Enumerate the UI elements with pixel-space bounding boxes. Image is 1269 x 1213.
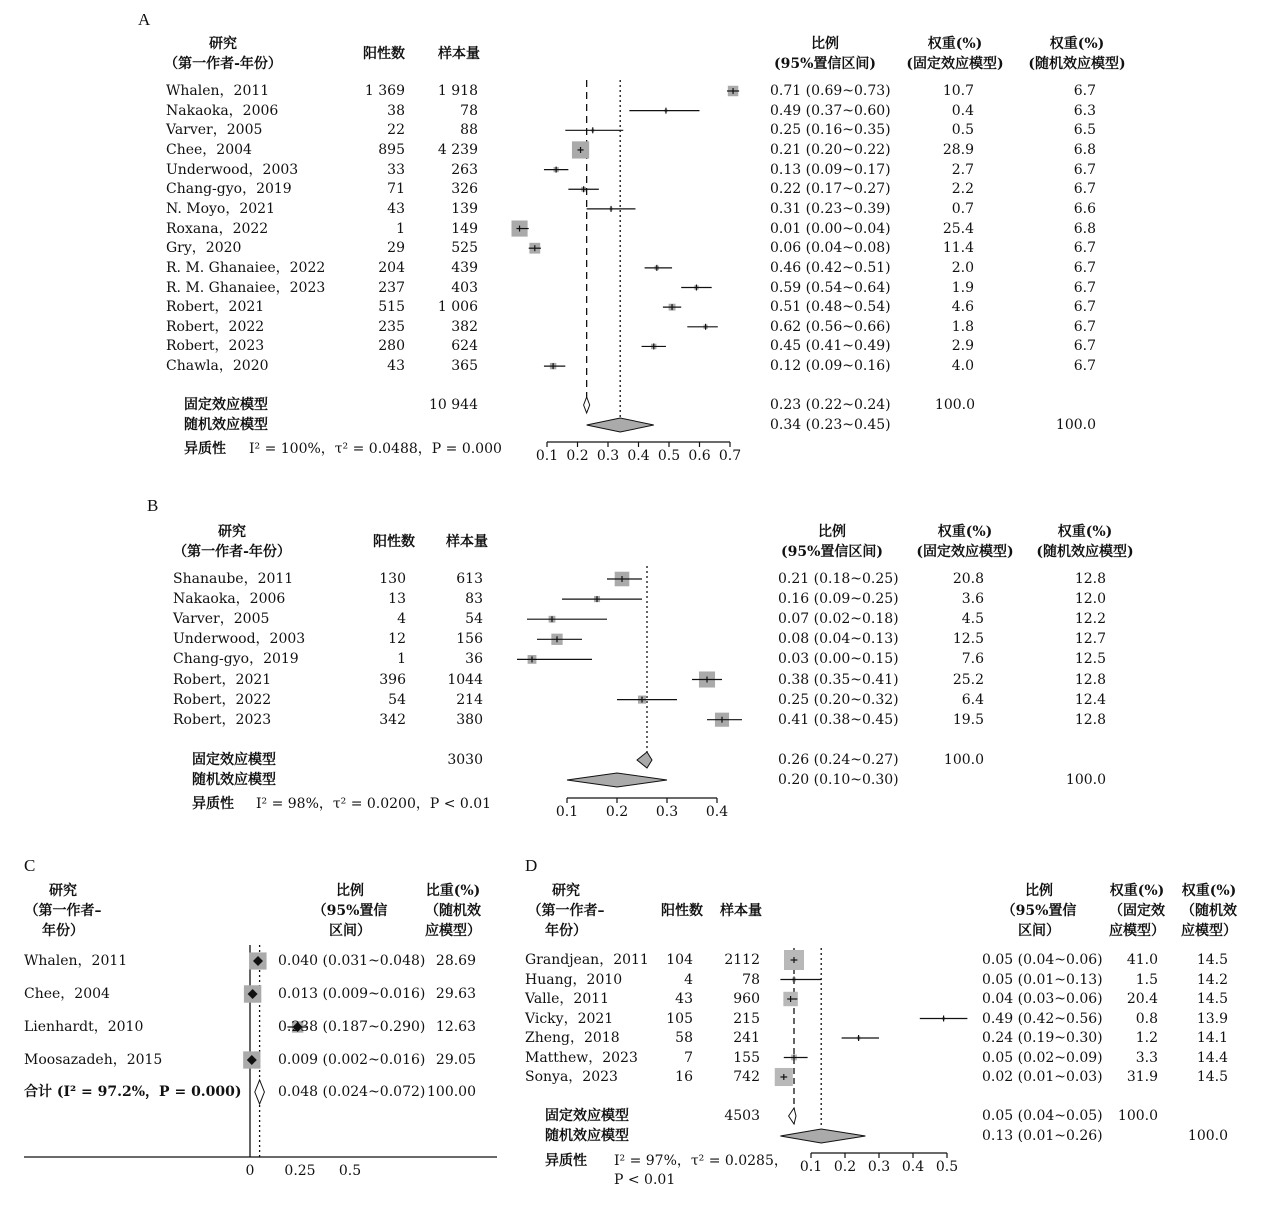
ratio-ci: 0.01 (0.00~0.04) xyxy=(770,220,891,237)
study-name: R. M. Ghanaiee，2023 xyxy=(166,279,326,296)
fixed-effect-label: 固定效应模型 xyxy=(545,1108,629,1124)
weight-random: 14.2 xyxy=(1196,971,1228,988)
weight-fixed: 0.4 xyxy=(951,102,974,119)
ratio-ci: 0.16 (0.09~0.25) xyxy=(778,591,899,608)
weight-fixed: 1.8 xyxy=(951,318,974,335)
ratio-ci: 0.31 (0.23~0.39) xyxy=(770,200,891,217)
x-axis-b-tick-label: 0.1 xyxy=(555,804,579,820)
sample-size: 742 xyxy=(733,1069,760,1085)
weight-fixed: 28.9 xyxy=(942,141,974,158)
positive-count: 104 xyxy=(666,952,693,968)
weight-random: 14.4 xyxy=(1196,1049,1228,1066)
heterogeneity-label: 异质性 xyxy=(184,441,226,457)
positive-count: 71 xyxy=(387,181,405,198)
x-axis-a-tick-label: 0.4 xyxy=(627,448,650,464)
header-sample: 样本量 xyxy=(446,534,488,550)
header-study-sub2: 年份） xyxy=(42,923,84,939)
x-axis-b-tick-label: 0.4 xyxy=(705,804,729,820)
sample-size: 326 xyxy=(451,181,478,198)
sample-size: 1044 xyxy=(447,671,483,688)
header-sample: 样本量 xyxy=(438,46,480,62)
weight-random: 6.7 xyxy=(1073,279,1096,296)
random-effect-diamond xyxy=(780,1129,865,1143)
weight-fixed: 41.0 xyxy=(1126,952,1158,968)
x-axis-b-tick-label: 0.3 xyxy=(655,804,679,820)
header-ratio-sub: （95%置信 xyxy=(312,903,388,919)
weight-fixed: 2.2 xyxy=(951,181,974,198)
weight-fixed: 10.7 xyxy=(942,83,974,99)
random-weight: 100.0 xyxy=(1065,772,1106,788)
fixed-total-sample: 3030 xyxy=(447,752,483,768)
positive-count: 13 xyxy=(388,591,406,608)
random-effect-diamond xyxy=(587,418,654,432)
ratio-ci: 0.38 (0.35~0.41) xyxy=(778,671,899,688)
weight-random: 28.69 xyxy=(435,953,476,969)
positive-count: 58 xyxy=(675,1030,693,1046)
sample-size: 624 xyxy=(451,338,478,355)
ratio-ci: 0.25 (0.16~0.35) xyxy=(770,122,891,139)
fixed-ratio-ci: 0.26 (0.24~0.27) xyxy=(778,752,899,768)
weight-fixed: 4.0 xyxy=(951,358,974,375)
total-ratio-ci: 0.048 (0.024~0.072) xyxy=(278,1084,426,1100)
fixed-ratio-ci: 0.05 (0.04~0.05) xyxy=(982,1108,1103,1124)
study-name: Robert，2022 xyxy=(173,691,272,708)
study-name: Whalen，2011 xyxy=(24,953,128,969)
positive-count: 895 xyxy=(378,141,405,158)
ratio-ci: 0.07 (0.02~0.18) xyxy=(778,611,899,628)
study-name: Chee，2004 xyxy=(24,986,110,1002)
x-axis-a-tick-label: 0.3 xyxy=(596,448,620,464)
weight-fixed: 2.9 xyxy=(951,338,974,355)
weight-fixed: 3.6 xyxy=(961,591,984,608)
weight-fixed: 0.7 xyxy=(951,200,974,217)
study-name: Varver，2005 xyxy=(173,611,270,628)
ratio-ci: 0.009 (0.002~0.016) xyxy=(278,1052,426,1068)
study-name: Valle，2011 xyxy=(525,991,610,1007)
weight-random: 29.05 xyxy=(435,1052,476,1068)
weight-random: 6.5 xyxy=(1073,122,1096,139)
fixed-effect-diamond xyxy=(637,752,652,768)
x-axis-a-tick-label: 0.1 xyxy=(535,448,559,464)
study-name: Nakaoka，2006 xyxy=(166,102,279,119)
sample-size: 365 xyxy=(451,358,478,375)
header-weight-fixed: 权重(%) xyxy=(1109,883,1165,899)
fixed-weight: 100.0 xyxy=(934,397,975,413)
weight-random: 6.8 xyxy=(1073,141,1096,158)
header-ratio: 比例 xyxy=(336,883,364,899)
study-name: Roxana，2022 xyxy=(166,220,269,237)
header-ratio-sub2: 区间） xyxy=(329,923,371,939)
study-name: Robert，2021 xyxy=(166,299,265,316)
fixed-effect-diamond xyxy=(789,1108,796,1124)
weight-fixed: 1.9 xyxy=(951,279,974,296)
panel-label-c: C xyxy=(24,856,36,875)
sample-size: 215 xyxy=(733,1010,760,1027)
study-name: Sonya，2023 xyxy=(525,1069,618,1085)
header-study: 研究 xyxy=(218,524,246,540)
header-positive: 阳性数 xyxy=(661,903,703,919)
positive-count: 4 xyxy=(684,971,693,988)
weight-fixed: 19.5 xyxy=(952,711,984,728)
header-weight-random-sub: (随机效应模型) xyxy=(1028,56,1126,72)
header-ratio-sub2: 区间） xyxy=(1018,923,1060,939)
header-weight-fixed-sub: （固定效 xyxy=(1109,903,1165,919)
positive-count: 105 xyxy=(666,1010,693,1027)
sample-size: 88 xyxy=(460,122,478,139)
weight-random: 6.7 xyxy=(1073,299,1096,316)
header-sample: 样本量 xyxy=(720,903,762,919)
random-weight: 100.0 xyxy=(1187,1128,1228,1144)
weight-random: 29.63 xyxy=(435,986,476,1002)
weight-random: 14.5 xyxy=(1196,952,1228,968)
panel-label-d: D xyxy=(525,856,538,875)
x-axis-c-tick-label: 0 xyxy=(245,1163,255,1179)
random-effect-label: 随机效应模型 xyxy=(184,417,268,433)
positive-count: 130 xyxy=(379,571,406,587)
header-study-sub: （第一作者– xyxy=(24,903,102,919)
heterogeneity-label: 异质性 xyxy=(545,1153,587,1169)
x-axis-d-tick-label: 0.5 xyxy=(935,1159,959,1175)
fixed-effect-diamond xyxy=(584,397,590,413)
positive-count: 204 xyxy=(378,259,405,276)
study-name: Huang，2010 xyxy=(525,971,623,988)
header-weight-random-sub: （随机效 xyxy=(1181,903,1237,919)
ratio-ci: 0.04 (0.03~0.06) xyxy=(982,991,1103,1007)
fixed-ratio-ci: 0.23 (0.22~0.24) xyxy=(770,397,891,413)
weight-random: 6.7 xyxy=(1073,161,1096,178)
weight-fixed: 20.8 xyxy=(952,571,984,587)
header-positive: 阳性数 xyxy=(373,534,415,550)
study-name: Whalen，2011 xyxy=(166,83,270,99)
ratio-ci: 0.51 (0.48~0.54) xyxy=(770,299,891,316)
fixed-total-sample: 10 944 xyxy=(429,397,478,413)
heterogeneity-stats-p: P < 0.01 xyxy=(614,1172,676,1188)
random-weight: 100.0 xyxy=(1055,417,1096,433)
random-ratio-ci: 0.13 (0.01~0.26) xyxy=(982,1128,1103,1144)
ratio-ci: 0.25 (0.20~0.32) xyxy=(778,691,899,708)
heterogeneity-label: 异质性 xyxy=(192,796,234,812)
header-weight-random-sub2: 应模型） xyxy=(1181,923,1237,939)
sample-size: 525 xyxy=(451,240,478,257)
study-name: Varver，2005 xyxy=(166,122,263,139)
study-name: Robert，2023 xyxy=(166,338,265,355)
study-name: Chee，2004 xyxy=(166,141,252,158)
ratio-ci: 0.49 (0.42~0.56) xyxy=(982,1010,1103,1027)
header-study-sub: （第一作者-年份） xyxy=(173,544,291,560)
study-name: N. Moyo，2021 xyxy=(166,200,275,217)
study-name: Grandjean，2011 xyxy=(525,952,649,968)
weight-random: 12.63 xyxy=(435,1019,476,1035)
sample-size: 439 xyxy=(451,259,478,276)
study-name: R. M. Ghanaiee，2022 xyxy=(166,259,326,276)
positive-count: 16 xyxy=(675,1069,693,1085)
weight-random: 12.2 xyxy=(1074,611,1106,628)
positive-count: 43 xyxy=(387,358,405,375)
ratio-ci: 0.13 (0.09~0.17) xyxy=(770,161,891,178)
ratio-ci: 0.05 (0.02~0.09) xyxy=(982,1049,1103,1066)
sample-size: 78 xyxy=(742,971,760,988)
weight-random: 14.5 xyxy=(1196,1069,1228,1085)
weight-random: 6.8 xyxy=(1073,220,1096,237)
weight-random: 12.7 xyxy=(1074,631,1106,648)
weight-fixed: 6.4 xyxy=(961,691,984,708)
study-name: Underwood，2003 xyxy=(166,161,299,178)
weight-random: 6.7 xyxy=(1073,338,1096,355)
study-name: Robert，2021 xyxy=(173,671,272,688)
weight-fixed: 2.0 xyxy=(951,259,974,276)
positive-count: 38 xyxy=(387,102,405,119)
weight-random: 12.4 xyxy=(1074,691,1106,708)
weight-fixed: 31.9 xyxy=(1126,1069,1158,1085)
x-axis-a-tick-label: 0.5 xyxy=(657,448,681,464)
weight-random: 12.8 xyxy=(1074,671,1106,688)
header-study: 研究 xyxy=(49,883,77,899)
weight-random: 12.8 xyxy=(1074,711,1106,728)
weight-random: 12.8 xyxy=(1074,571,1106,587)
x-axis-d-tick-label: 0.2 xyxy=(833,1159,857,1175)
sample-size: 156 xyxy=(456,631,483,648)
header-weight: 比重(%) xyxy=(425,883,481,899)
weight-fixed: 25.2 xyxy=(952,671,984,688)
weight-fixed: 1.2 xyxy=(1135,1030,1158,1046)
weight-fixed: 1.5 xyxy=(1135,971,1158,988)
heterogeneity-stats: I² = 100%，τ² = 0.0488，P = 0.000 xyxy=(249,441,502,457)
weight-fixed: 4.5 xyxy=(961,611,984,628)
header-weight-random: 权重(%) xyxy=(1049,36,1105,52)
ratio-ci: 0.03 (0.00~0.15) xyxy=(778,651,899,668)
sample-size: 149 xyxy=(451,220,478,237)
sample-size: 139 xyxy=(451,200,478,217)
ratio-ci: 0.21 (0.20~0.22) xyxy=(770,141,891,158)
random-ratio-ci: 0.20 (0.10~0.30) xyxy=(778,772,899,788)
study-name: Underwood，2003 xyxy=(173,631,306,648)
positive-count: 22 xyxy=(387,122,405,139)
header-weight-fixed-sub: (固定效应模型) xyxy=(916,544,1014,560)
positive-count: 1 xyxy=(396,220,405,237)
sample-size: 78 xyxy=(460,102,478,119)
ratio-ci: 0.05 (0.01~0.13) xyxy=(982,971,1103,988)
random-ratio-ci: 0.34 (0.23~0.45) xyxy=(770,417,891,433)
study-name: Vicky，2021 xyxy=(525,1010,614,1027)
positive-count: 7 xyxy=(684,1049,693,1066)
study-name: Chang-gyo，2019 xyxy=(166,181,292,198)
panel-label-b: B xyxy=(147,496,159,515)
header-ratio: 比例 xyxy=(818,524,846,540)
weight-random: 6.6 xyxy=(1073,200,1096,217)
header-weight-fixed: 权重(%) xyxy=(937,524,993,540)
total-label: 合计 (I² = 97.2%，P = 0.000) xyxy=(24,1084,242,1100)
sample-size: 263 xyxy=(451,161,478,178)
weight-fixed: 0.5 xyxy=(951,122,974,139)
header-ratio-sub: (95%置信区间) xyxy=(780,544,884,560)
weight-fixed: 0.8 xyxy=(1135,1010,1158,1027)
positive-count: 280 xyxy=(378,338,405,355)
ratio-ci: 0.21 (0.18~0.25) xyxy=(778,571,899,587)
header-ratio-sub: (95%置信区间) xyxy=(773,56,877,72)
x-axis-d-tick-label: 0.1 xyxy=(799,1159,823,1175)
header-study-sub2: 年份） xyxy=(545,923,587,939)
sample-size: 214 xyxy=(456,691,483,708)
x-axis-c-tick-label: 0.5 xyxy=(338,1163,362,1179)
sample-size: 83 xyxy=(465,591,483,608)
panel-label-a: A xyxy=(138,10,151,29)
ratio-ci: 0.45 (0.41~0.49) xyxy=(770,338,891,355)
header-study: 研究 xyxy=(209,36,237,52)
sample-size: 380 xyxy=(456,711,483,728)
header-ratio: 比例 xyxy=(811,36,839,52)
ratio-ci: 0.49 (0.37~0.60) xyxy=(770,102,891,119)
header-study-sub: （第一作者-年份） xyxy=(164,56,282,72)
heterogeneity-stats: I² = 98%，τ² = 0.0200，P < 0.01 xyxy=(256,796,492,812)
study-name: Lienhardt，2010 xyxy=(24,1019,144,1035)
ratio-ci: 0.08 (0.04~0.13) xyxy=(778,631,899,648)
ratio-ci: 0.238 (0.187~0.290) xyxy=(278,1019,426,1035)
positive-count: 1 xyxy=(397,651,406,668)
positive-count: 237 xyxy=(378,279,405,296)
weight-fixed: 12.5 xyxy=(952,631,984,648)
header-weight-random: 权重(%) xyxy=(1057,524,1113,540)
header-study-sub: （第一作者– xyxy=(527,903,605,919)
ratio-ci: 0.71 (0.69~0.73) xyxy=(770,83,891,99)
header-weight-random-sub: (随机效应模型) xyxy=(1036,544,1134,560)
weight-random: 14.1 xyxy=(1196,1030,1228,1046)
sample-size: 2112 xyxy=(724,952,760,968)
positive-count: 54 xyxy=(388,691,406,708)
positive-count: 235 xyxy=(378,318,405,335)
header-weight-fixed: 权重(%) xyxy=(927,36,983,52)
header-weight-random: 权重(%) xyxy=(1181,883,1237,899)
weight-random: 13.9 xyxy=(1196,1010,1228,1027)
x-axis-a-tick-label: 0.7 xyxy=(718,448,742,464)
random-effect-diamond xyxy=(567,773,667,787)
header-positive: 阳性数 xyxy=(363,46,405,62)
study-name: Shanaube，2011 xyxy=(173,571,294,587)
x-axis-a-tick-label: 0.6 xyxy=(688,448,711,464)
weight-random: 6.7 xyxy=(1073,318,1096,335)
weight-random: 14.5 xyxy=(1196,991,1228,1007)
header-ratio-sub: （95%置信 xyxy=(1001,903,1077,919)
weight-random: 12.0 xyxy=(1074,591,1106,608)
ratio-ci: 0.62 (0.56~0.66) xyxy=(770,318,891,335)
ratio-ci: 0.013 (0.009~0.016) xyxy=(278,986,426,1002)
positive-count: 33 xyxy=(387,161,405,178)
study-name: Zheng，2018 xyxy=(525,1030,620,1046)
heterogeneity-stats: I² = 97%，τ² = 0.0285， xyxy=(614,1153,788,1169)
ratio-ci: 0.12 (0.09~0.16) xyxy=(770,358,891,375)
positive-count: 43 xyxy=(675,991,693,1007)
random-effect-label: 随机效应模型 xyxy=(545,1128,629,1144)
header-weight-fixed-sub2: 应模型） xyxy=(1109,923,1165,939)
ratio-ci: 0.05 (0.04~0.06) xyxy=(982,952,1103,968)
sample-size: 613 xyxy=(456,571,483,587)
x-axis-c-tick-label: 0.25 xyxy=(284,1163,316,1179)
weight-random: 6.7 xyxy=(1073,83,1096,99)
positive-count: 29 xyxy=(387,240,405,257)
fixed-effect-label: 固定效应模型 xyxy=(192,752,276,768)
positive-count: 43 xyxy=(387,200,405,217)
positive-count: 4 xyxy=(397,611,406,628)
fixed-effect-label: 固定效应模型 xyxy=(184,397,268,413)
weight-fixed: 20.4 xyxy=(1126,991,1158,1007)
study-name: Chawla，2020 xyxy=(166,358,269,375)
ratio-ci: 0.02 (0.01~0.03) xyxy=(982,1069,1103,1085)
weight-fixed: 3.3 xyxy=(1135,1049,1158,1066)
sample-size: 54 xyxy=(465,611,483,628)
weight-random: 12.5 xyxy=(1074,651,1106,668)
study-name: Moosazadeh，2015 xyxy=(24,1052,163,1068)
study-name: Matthew，2023 xyxy=(525,1049,638,1066)
fixed-weight: 100.0 xyxy=(943,752,984,768)
weight-fixed: 4.6 xyxy=(951,299,974,316)
header-weight-sub2: 应模型） xyxy=(425,923,481,939)
sample-size: 403 xyxy=(451,279,478,296)
ratio-ci: 0.22 (0.17~0.27) xyxy=(770,181,891,198)
ratio-ci: 0.59 (0.54~0.64) xyxy=(770,279,891,296)
sample-size: 1 918 xyxy=(437,83,478,99)
positive-count: 515 xyxy=(378,299,405,316)
x-axis-a-tick-label: 0.2 xyxy=(566,448,589,464)
weight-fixed: 7.6 xyxy=(961,651,984,668)
weight-random: 6.7 xyxy=(1073,240,1096,257)
weight-random: 6.7 xyxy=(1073,181,1096,198)
study-name: Robert，2022 xyxy=(166,318,265,335)
ratio-ci: 0.41 (0.38~0.45) xyxy=(778,711,899,728)
weight-random: 6.7 xyxy=(1073,358,1096,375)
sample-size: 1 006 xyxy=(437,299,478,316)
fixed-weight: 100.0 xyxy=(1117,1108,1158,1124)
x-axis-d-tick-label: 0.4 xyxy=(901,1159,925,1175)
positive-count: 396 xyxy=(379,671,406,688)
positive-count: 342 xyxy=(379,711,406,728)
ratio-ci: 0.46 (0.42~0.51) xyxy=(770,259,891,276)
sample-size: 960 xyxy=(733,991,760,1007)
header-study: 研究 xyxy=(552,883,580,899)
header-weight-sub: （随机效 xyxy=(425,903,481,919)
total-weight: 100.00 xyxy=(427,1084,476,1100)
weight-fixed: 2.7 xyxy=(951,161,974,178)
study-name: Nakaoka，2006 xyxy=(173,591,286,608)
sample-size: 4 239 xyxy=(437,141,478,158)
fixed-total-sample: 4503 xyxy=(724,1108,760,1124)
x-axis-d-tick-label: 0.3 xyxy=(867,1159,891,1175)
study-name: Gry，2020 xyxy=(166,240,242,257)
ratio-ci: 0.06 (0.04~0.08) xyxy=(770,240,891,257)
weight-random: 6.7 xyxy=(1073,259,1096,276)
weight-random: 6.3 xyxy=(1073,102,1096,119)
header-weight-fixed-sub: (固定效应模型) xyxy=(906,56,1004,72)
weight-fixed: 25.4 xyxy=(942,220,974,237)
x-axis-b-tick-label: 0.2 xyxy=(605,804,629,820)
random-effect-label: 随机效应模型 xyxy=(192,772,276,788)
study-name: Chang-gyo，2019 xyxy=(173,651,299,668)
ratio-ci: 0.040 (0.031~0.048) xyxy=(278,953,426,969)
positive-count: 1 369 xyxy=(364,83,405,99)
sample-size: 36 xyxy=(465,651,483,668)
ratio-ci: 0.24 (0.19~0.30) xyxy=(982,1030,1103,1046)
header-ratio: 比例 xyxy=(1025,883,1053,899)
sample-size: 155 xyxy=(733,1049,760,1066)
positive-count: 12 xyxy=(388,631,406,648)
weight-fixed: 11.4 xyxy=(942,240,974,257)
study-name: Robert，2023 xyxy=(173,711,272,728)
sample-size: 241 xyxy=(733,1030,760,1046)
sample-size: 382 xyxy=(451,318,478,335)
